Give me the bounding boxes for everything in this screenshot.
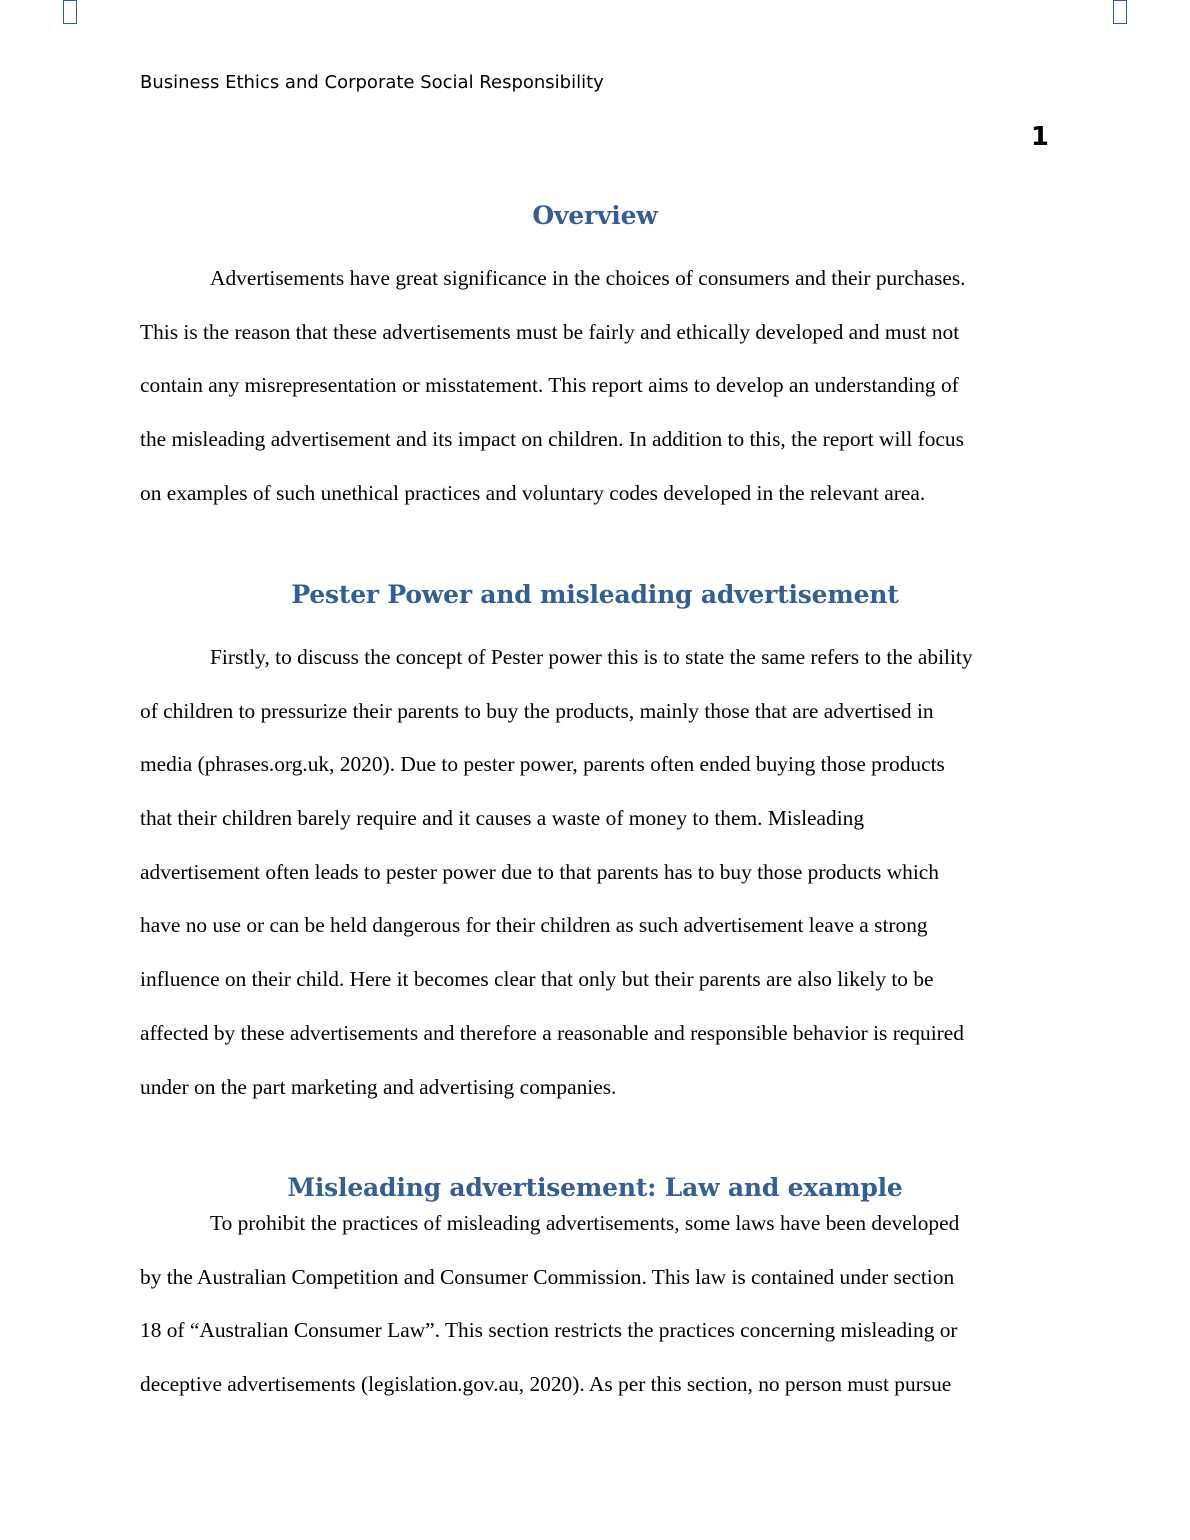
paragraph-line: advertisement often leads to pester power due to that parents has to buy those products which: [140, 859, 939, 884]
paragraph-line: on examples of such unethical practices and voluntary codes developed in the relevant area.: [140, 480, 926, 505]
paragraph-line: Firstly, to discuss the concept of Pester power this is to state the same refers to the ability: [210, 645, 973, 669]
header-corner-mark-left: [63, 0, 77, 24]
paragraph-pester-power: [140, 642, 1050, 1125]
paragraph-line: deceptive advertisements (legislation.gov.au, 2020). As per this section, no person must pursue: [140, 1372, 952, 1397]
paragraph-line: contain any misrepresentation or misstatement. This report aims to develop an understanding of: [140, 373, 959, 398]
paragraph-line: the misleading advertisement and its impact on children. In addition to this, the report will focus: [140, 427, 964, 452]
running-header-title: Business Ethics and Corporate Social Responsibility: [140, 72, 604, 93]
paragraph-line: under on the part marketing and advertising companies.: [140, 1074, 617, 1099]
page-number: 1: [1030, 122, 1049, 152]
paragraph-line: 18 of “Australian Consumer Law”. This section restricts the practices concerning misleading or: [140, 1318, 958, 1343]
paragraph-line: affected by these advertisements and therefore a reasonable and responsible behavior is required: [140, 1020, 964, 1045]
header-corner-mark-right: [1113, 0, 1127, 24]
paragraph-law-and-example: [140, 1208, 1050, 1423]
paragraph-line: Advertisements have great significance in the choices of consumers and their purchases.: [210, 266, 966, 290]
paragraph-line: by the Australian Competition and Consumer Commission. This law is contained under section: [140, 1264, 955, 1289]
paragraph-line: media (phrases.org.uk, 2020). Due to pester power, parents often ended buying those products: [140, 752, 945, 777]
section-heading-law-and-example: Misleading advertisement: Law and example: [287, 1173, 903, 1202]
paragraph-line: that their children barely require and it causes a waste of money to them. Misleading: [140, 806, 865, 831]
paragraph-line: influence on their child. Here it becomes clear that only but their parents are also likely to be: [140, 967, 934, 992]
section-heading-overview: Overview: [532, 201, 658, 230]
paragraph-line: of children to pressurize their parents to buy the products, mainly those that are advertised in: [140, 698, 934, 723]
paragraph-overview: [140, 263, 1050, 531]
paragraph-line: To prohibit the practices of misleading advertisements, some laws have been developed: [210, 1211, 960, 1235]
section-heading-pester-power: Pester Power and misleading advertisement: [291, 580, 899, 609]
paragraph-line: have no use or can be held dangerous for their children as such advertisement leave a strong: [140, 913, 928, 938]
paragraph-line: This is the reason that these advertisements must be fairly and ethically developed and must not: [140, 319, 960, 344]
